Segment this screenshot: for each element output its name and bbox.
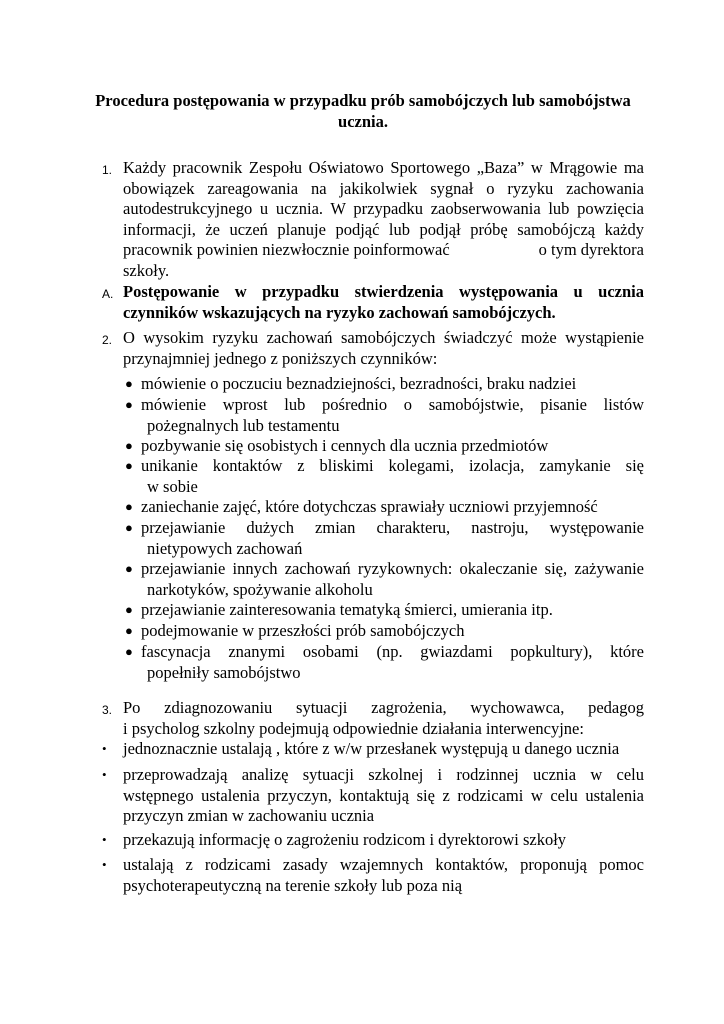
risk-factor-item bbox=[123, 621, 644, 642]
intervention-action-item bbox=[102, 830, 644, 851]
bullet-dot-icon: ● bbox=[125, 644, 133, 659]
item-2-text bbox=[123, 328, 644, 369]
item-3-text bbox=[123, 698, 644, 739]
item-1-line: Każdy pracownik Zespołu Oświatowo Sportowego „Baza” w Mrągowie ma bbox=[123, 158, 644, 177]
intervention-action-item bbox=[102, 739, 644, 760]
item-1-text bbox=[123, 158, 644, 282]
item-3-line: i psycholog szkolny podejmują odpowiednie działania interwencyjne: bbox=[123, 718, 584, 738]
risk-factor-line: pożegnalnych lub testamentu bbox=[147, 415, 340, 435]
bullet-dot-icon: ● bbox=[125, 397, 133, 412]
item-1-line bbox=[123, 240, 644, 261]
risk-factor-line: nietypowych zachowań bbox=[147, 538, 303, 558]
intervention-action-line: psychoterapeutyczną na terenie szkoły lub poza nią bbox=[123, 875, 463, 895]
risk-factor-line: mówienie o poczuciu beznadziejności, bezradności, braku nadziei bbox=[141, 374, 577, 393]
bullet-dot-icon: ● bbox=[125, 499, 133, 514]
risk-factor-line: unikanie kontaktów z bliskimi kolegami, izolacja, zamykanie się bbox=[141, 456, 644, 475]
risk-factor-item bbox=[123, 559, 644, 600]
bullet-dot-icon: ● bbox=[125, 623, 133, 638]
intervention-action-line: przyczyn zmian w zachowaniu ucznia bbox=[123, 806, 375, 826]
bullet-dot-icon: ● bbox=[125, 602, 133, 617]
risk-factor-item bbox=[123, 374, 644, 395]
intervention-action-line: wstępnego ustalenia przyczyn, kontaktują się z rodzicami w celu ustalenia bbox=[123, 785, 644, 805]
bullet-dot-icon: • bbox=[102, 832, 107, 847]
title-line-1: Procedura postępowania w przypadku prób samobójczych lub samobójstwa bbox=[95, 91, 631, 110]
risk-factor-item bbox=[123, 600, 644, 621]
risk-factor-line: przejawianie dużych zmian charakteru, nastroju, występowanie bbox=[141, 518, 644, 537]
item-3-marker: 3. bbox=[102, 703, 113, 717]
intervention-action-item bbox=[102, 765, 644, 827]
risk-factor-line: w sobie bbox=[147, 476, 198, 496]
bullet-dot-icon: ● bbox=[125, 561, 133, 576]
risk-factor-item bbox=[123, 456, 644, 497]
bullet-dot-icon: • bbox=[102, 857, 107, 872]
item-a-marker: A. bbox=[102, 287, 114, 301]
item-2-marker: 2. bbox=[102, 333, 113, 347]
intervention-action-line: przekazują informację o zagrożeniu rodzicom i dyrektorowi szkoły bbox=[123, 830, 567, 849]
item-1-line: szkoły. bbox=[123, 260, 170, 280]
title-line-2: ucznia. bbox=[338, 112, 388, 131]
bullet-dot-icon: • bbox=[102, 741, 107, 756]
item-2-line: O wysokim ryzyku zachowań samobójczych świadczyć może wystąpienie bbox=[123, 328, 644, 347]
item-1-line-5b: o tym dyrektora bbox=[538, 240, 644, 260]
intervention-action-line: ustalają z rodzicami zasady wzajemnych kontaktów, proponują pomoc bbox=[123, 855, 644, 874]
risk-factor-line: przejawianie innych zachowań ryzykownych: okaleczanie się, zażywanie bbox=[141, 559, 644, 578]
risk-factor-line: przejawianie zainteresowania tematyką śmierci, umierania itp. bbox=[141, 600, 553, 619]
risk-factor-line: zaniechanie zajęć, które dotychczas sprawiały uczniowi przyjemność bbox=[141, 497, 598, 516]
item-a-line: czynników wskazujących na ryzyko zachowań samobójczych. bbox=[123, 302, 556, 322]
risk-factor-item bbox=[123, 642, 644, 683]
item-1-line: autodestrukcyjnego u ucznia. W przypadku zaobserwowania lub powzięcia bbox=[123, 199, 644, 219]
intervention-action-item bbox=[102, 855, 644, 896]
item-a-heading bbox=[123, 282, 644, 323]
risk-factor-line: pozbywanie się osobistych i cennych dla ucznia przedmiotów bbox=[141, 436, 549, 455]
risk-factor-line: mówienie wprost lub pośrednio o samobójstwie, pisanie listów bbox=[141, 395, 644, 414]
risk-factor-item bbox=[123, 497, 644, 518]
risk-factor-item bbox=[123, 518, 644, 559]
bullet-dot-icon: • bbox=[102, 767, 107, 782]
risk-factor-line: fascynacja znanymi osobami (np. gwiazdami popkultury), które bbox=[141, 642, 644, 661]
risk-factor-item bbox=[123, 395, 644, 436]
intervention-action-line: jednoznacznie ustalają , które z w/w przesłanek występują u danego ucznia bbox=[123, 739, 620, 758]
document-title bbox=[78, 90, 648, 132]
item-1-line: informacji, że uczeń planuje podjąć lub podjął próbę samobójczą każdy bbox=[123, 219, 644, 239]
item-2-line: przynajmniej jednego z poniższych czynników: bbox=[123, 348, 438, 368]
risk-factor-line: podejmowanie w przeszłości prób samobójczych bbox=[141, 621, 465, 640]
bullet-dot-icon: ● bbox=[125, 438, 133, 453]
item-3-line: Po zdiagnozowaniu sytuacji zagrożenia, wychowawca, pedagog bbox=[123, 698, 644, 717]
item-1-line-5a: pracownik powinien niezwłocznie poinformować bbox=[123, 240, 450, 260]
item-a-line: Postępowanie w przypadku stwierdzenia występowania u ucznia bbox=[123, 282, 644, 301]
bullet-dot-icon: ● bbox=[125, 520, 133, 535]
risk-factor-item bbox=[123, 436, 644, 457]
intervention-action-line: przeprowadzają analizę sytuacji szkolnej i rodzinnej ucznia w celu bbox=[123, 765, 644, 784]
bullet-dot-icon: ● bbox=[125, 376, 133, 391]
risk-factor-line: narkotyków, spożywanie alkoholu bbox=[147, 579, 373, 599]
risk-factor-line: popełniły samobójstwo bbox=[147, 662, 301, 682]
item-1-line: obowiązek zareagowania na jakikolwiek sygnał o ryzyku zachowania bbox=[123, 178, 644, 198]
bullet-dot-icon: ● bbox=[125, 458, 133, 473]
item-1-marker: 1. bbox=[102, 163, 113, 177]
